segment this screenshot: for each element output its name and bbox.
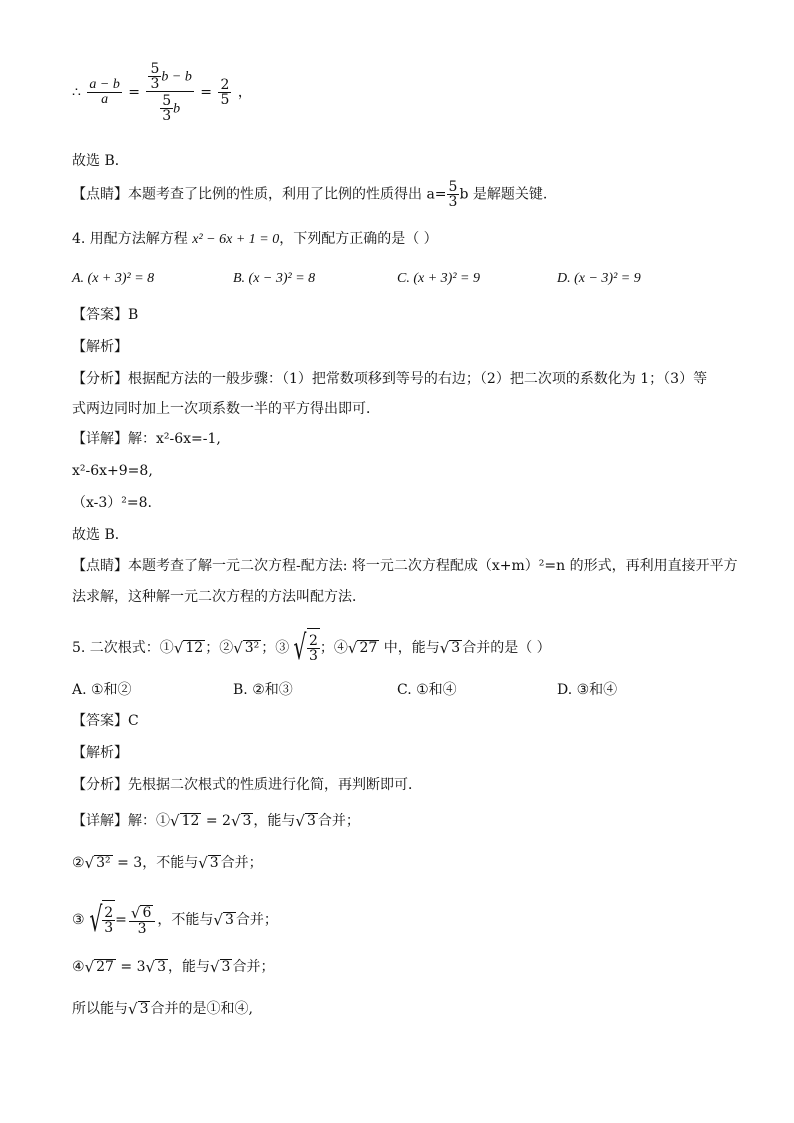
choose-b-line: 故选 B． [72,153,129,169]
radicand: 3 [209,855,219,871]
solution-line-1 [72,812,360,830]
sqrt-27: √ 27 [84,958,114,976]
fraction-a-minus-b-over-a [87,78,121,107]
fraction-numerator: 5 [448,179,458,195]
note-tag: 【点睛】 [72,558,128,574]
radicand: 3² [244,640,260,656]
solution-text: ④ [72,959,85,975]
radicand: 3 [242,813,252,829]
separator: ；④ [319,640,348,656]
analysis-tag: 【解析】 [72,745,128,761]
radicand: 3 [139,1001,149,1017]
note-tag: 【点睛】 [72,186,128,203]
radicand: 12 [185,640,204,656]
fenxi-text: 根据配方法的一般步骤：（1）把常数项移到等号的右边；（2）把二次项的系数化为 1；（3）等 [128,371,708,387]
sqrt-3: √ 3 [213,911,234,929]
step-3: （x-3）²=8. [72,495,152,511]
small-fraction [148,62,161,91]
solution-text: ，不能与 [142,855,199,871]
solution-line-2 [72,854,263,872]
answer-value: C [128,713,139,729]
xiangjie-text: 解：x²-6x=-1, [128,431,221,447]
solution-text: ，能与 [167,959,210,975]
sqrt-3: √ 3 [295,812,316,830]
fraction [307,634,320,663]
question-text: 4. 用配方法解方程 [72,231,193,247]
solution-text: ② [72,855,85,871]
fraction-denominator: 3 [104,920,114,936]
solution-text: = 3 [112,855,143,871]
small-numerator: 5 [150,61,160,77]
solution-text: ③ [72,912,85,928]
small-denominator: 3 [150,76,160,92]
radicand: 27 [359,640,378,656]
complex-numerator [146,62,193,92]
small-fraction [160,94,173,123]
sqrt-27: √ 27 [347,639,378,657]
solution-text: = 2 [201,813,231,829]
sqrt-3: √ 3 [128,1000,149,1018]
xiangjie-tag: 【详解】 [72,431,128,447]
sqrt-two-thirds: √ $\frac{2}{3}$ [293,628,318,668]
fraction [102,906,115,935]
solution-line-4 [72,958,274,976]
fraction-denominator: 5 [220,92,230,108]
note-text: 本题考查了解一元二次方程-配方法: 将一元二次方程配成（x+m）²=n 的形式，再利用直接开平方 [128,558,738,574]
question-text: ，下列配方正确的是（ ） [279,231,438,247]
sqrt-two-thirds: √ $\frac{2}{3}$ [88,900,114,940]
sqrt-3: √ 3 [230,812,252,830]
option-c: C. ①和④ [397,682,457,698]
solution-line-3 [72,900,278,940]
radicand: 3 [221,959,231,975]
radicand: 12 [181,813,200,829]
question-4-stem [72,230,438,249]
fraction-denominator: 3 [448,194,458,210]
fraction-numerator: 2 [308,633,318,649]
step-2: x²-6x+9=8, [72,463,153,479]
fraction-two-fifths [218,78,231,107]
small-numerator: 5 [162,93,172,109]
fraction-sqrt6-over-3 [129,905,155,936]
fenxi-tag: 【分析】 [72,777,128,793]
equals-sign: = [115,912,127,928]
option-a: A. ①和② [72,682,132,698]
radicand: 3 [157,959,166,975]
numerator-tail: b − b [161,69,192,85]
denominator-tail: b [173,101,181,117]
note-fraction [447,180,460,209]
equals-sign: = [128,84,141,101]
question-text: 中，能与 [379,640,440,656]
conclusion-line [72,1000,253,1018]
fraction-numerator: a − b [89,77,120,92]
fraction-denominator: 3 [308,648,318,664]
answer-line [72,712,139,730]
option-b: B. (x − 3)² = 8 [233,271,316,286]
solution-text: 合并； [317,813,360,829]
fenxi-line [72,776,422,794]
sqrt-3-squared: √ 3² [233,639,260,657]
solution-text: ，能与 [253,813,296,829]
complex-fraction [146,62,193,123]
fenxi-line-2: 式两边同时加上一次项系数一半的平方得出即可． [72,401,380,417]
fraction-numerator: 2 [104,905,114,921]
question-5-stem [72,628,551,668]
radicand: 27 [96,959,114,975]
note-line-2: 法求解，这种解一元二次方程的方法叫配方法． [72,589,366,605]
radicand: 3 [224,912,234,928]
fenxi-line-1 [72,370,707,388]
fraction-denominator: 3 [137,920,147,937]
option-d: D. ③和④ [557,682,618,698]
solution-text: 解：① [128,813,170,829]
sqrt-3: √ 3 [145,958,166,976]
choose-b-line: 故选 B． [72,527,129,543]
answer-tag: 【答案】 [72,713,128,729]
sqrt-3: √ 3 [209,958,231,976]
question-text: 合并的是（ ） [462,640,551,656]
therefore-symbol: ∴ [72,84,81,101]
sqrt-12: √ 12 [170,812,200,830]
option-a: A. (x + 3)² = 8 [72,271,155,286]
solution-text: ，不能与 [157,912,214,928]
separator: ；③ [261,640,290,656]
option-b: B. ②和③ [233,682,293,698]
sqrt-3: √ 3 [439,639,461,657]
equals-sign: = [200,84,213,101]
complex-denominator [158,92,182,123]
note-line-1 [72,557,738,575]
option-d: D. (x − 3)² = 9 [557,271,641,286]
note-line [72,180,547,209]
radicand: 6 [142,904,152,921]
question-text: 5. 二次根式：① [72,640,174,656]
note-text: 本题考查了比例的性质，利用了比例的性质得出 a= [128,186,447,203]
answer-value: B [128,307,139,323]
sqrt-3-squared: √ 3² [84,854,111,872]
solution-text: 合并； [235,912,278,928]
radicand: 3² [96,855,111,871]
note-text: b 是解题关键. [459,186,548,203]
analysis-tag: 【解析】 [72,339,128,355]
small-denominator: 3 [162,108,172,124]
sqrt-3: √ 3 [198,854,219,872]
radicand: 3 [451,640,461,656]
solution-text: = 3 [115,959,146,975]
xiangjie-line-1 [72,430,221,448]
fraction-numerator: 2 [220,77,230,93]
equation: x² − 6x + 1 = 0 [192,232,280,247]
sqrt-12: √ 12 [173,639,204,657]
therefore-equation [72,62,252,123]
fenxi-tag: 【分析】 [72,371,128,387]
option-c: C. (x + 3)² = 9 [397,271,480,286]
answer-tag: 【答案】 [72,307,128,323]
radicand: 3 [306,813,316,829]
solution-text: 所以能与 [72,1001,128,1017]
punctuation: ， [237,84,252,101]
fenxi-text: 先根据二次根式的性质进行化简，再判断即可． [128,777,422,793]
solution-text: 合并； [232,959,275,975]
xiangjie-tag: 【详解】 [72,813,128,829]
solution-text: 合并的是①和④, [150,1001,253,1017]
separator: ；② [205,640,234,656]
fraction-denominator: a [101,92,109,107]
solution-text: 合并； [220,855,263,871]
answer-line [72,306,138,324]
sqrt-6: √ 6 [130,903,152,922]
